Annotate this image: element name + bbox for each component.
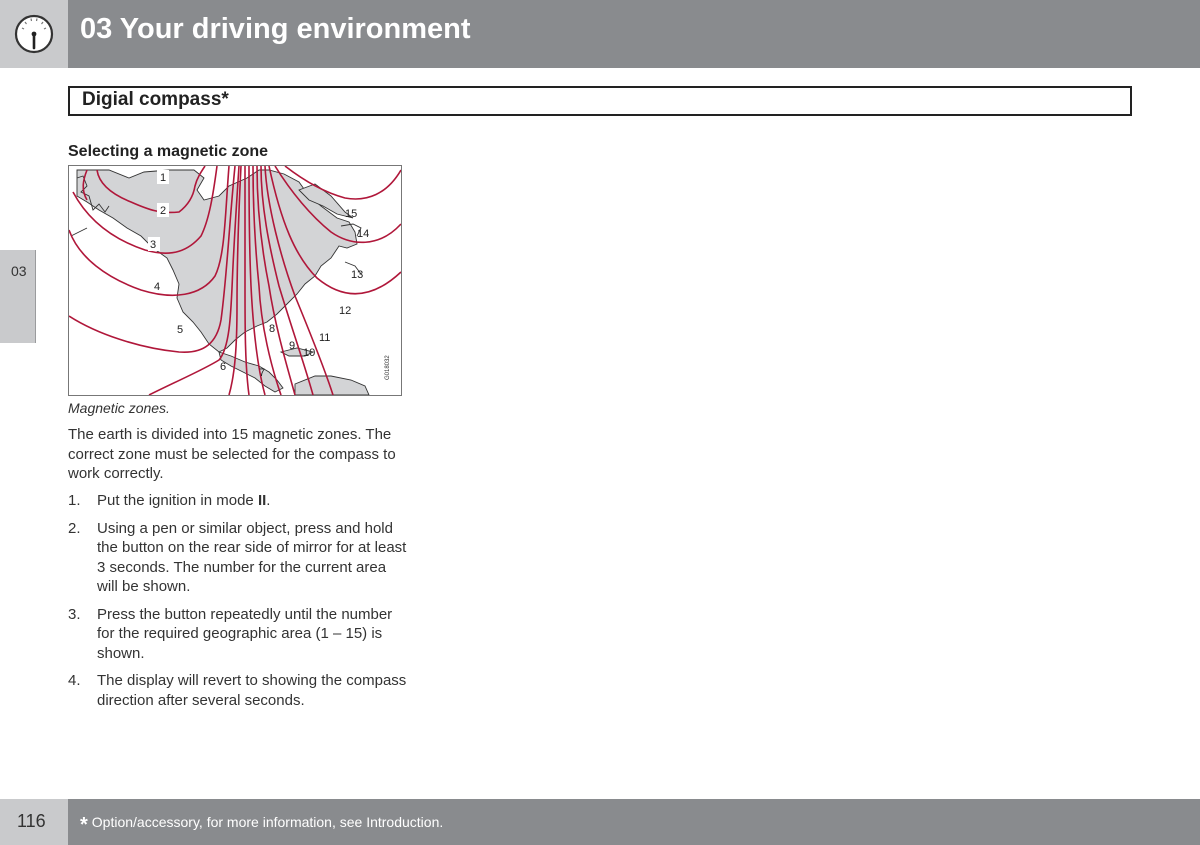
chapter-title: 03 Your driving environment xyxy=(80,13,471,45)
zone-label: 14 xyxy=(357,228,370,240)
step-text: The display will revert to showing the compass direction after several seconds. xyxy=(97,672,407,709)
magnetic-zones-map xyxy=(69,166,401,395)
zone-label: 3 xyxy=(150,239,157,251)
footnote-text: Option/accessory, for more information, see Introduction. xyxy=(91,814,444,830)
zone-label: 2 xyxy=(160,205,167,217)
step-number: 3. xyxy=(68,605,81,623)
step-text: Using a pen or similar object, press and hold the button on the rear side of mirror for at least 3 seconds. The number for the current area will be shown. xyxy=(97,519,407,595)
page-number-box xyxy=(0,799,68,845)
list-item xyxy=(68,605,408,664)
page-number: 116 xyxy=(17,811,46,831)
zone-label: 6 xyxy=(220,361,227,373)
list-item xyxy=(68,519,408,597)
list-item xyxy=(68,491,408,511)
magnetic-zones-figure xyxy=(68,165,402,396)
steps-list xyxy=(68,491,408,718)
figure-code: G018032 xyxy=(385,355,391,380)
step-number: 4. xyxy=(68,672,81,689)
zone-label: 12 xyxy=(339,305,352,317)
speedometer-icon xyxy=(0,0,68,68)
intro-paragraph: The earth is divided into 15 magnetic zones. The correct zone must be selected for the compass to work correctly. xyxy=(68,426,396,482)
page-footer xyxy=(0,799,1200,845)
page-header xyxy=(0,0,1200,68)
step-text-end: . xyxy=(266,492,271,509)
zone-label: 5 xyxy=(177,324,184,336)
step-bold-text: II xyxy=(257,492,267,509)
zone-label: 8 xyxy=(269,323,276,335)
footer-note xyxy=(80,814,443,837)
step-text: Put the ignition in mode xyxy=(97,492,258,509)
zone-label: 11 xyxy=(319,332,331,344)
chapter-side-tab[interactable] xyxy=(0,250,36,343)
zone-label: 15 xyxy=(345,208,358,220)
chapter-icon-box xyxy=(0,0,68,68)
step-number: 2. xyxy=(68,519,81,537)
zone-label: 13 xyxy=(351,269,364,281)
section-heading-box xyxy=(68,86,1132,116)
zone-label: 9 xyxy=(289,340,296,352)
footnote-star: * xyxy=(80,814,88,836)
zone-label: 4 xyxy=(154,281,161,293)
step-text: Press the button repeatedly until the number for the required geographic area (1 – 15) is shown. xyxy=(97,605,393,662)
zone-label: 1 xyxy=(160,172,167,184)
step-number: 1. xyxy=(68,492,81,509)
figure-caption: Magnetic zones. xyxy=(68,400,170,416)
zone-label: 7 xyxy=(259,367,266,379)
list-item xyxy=(68,671,408,710)
zone-label: 10 xyxy=(303,347,316,359)
chapter-tab-label: 03 xyxy=(11,263,27,279)
subsection-title: Selecting a magnetic zone xyxy=(68,143,269,160)
section-title: Digial compass* xyxy=(82,89,229,110)
